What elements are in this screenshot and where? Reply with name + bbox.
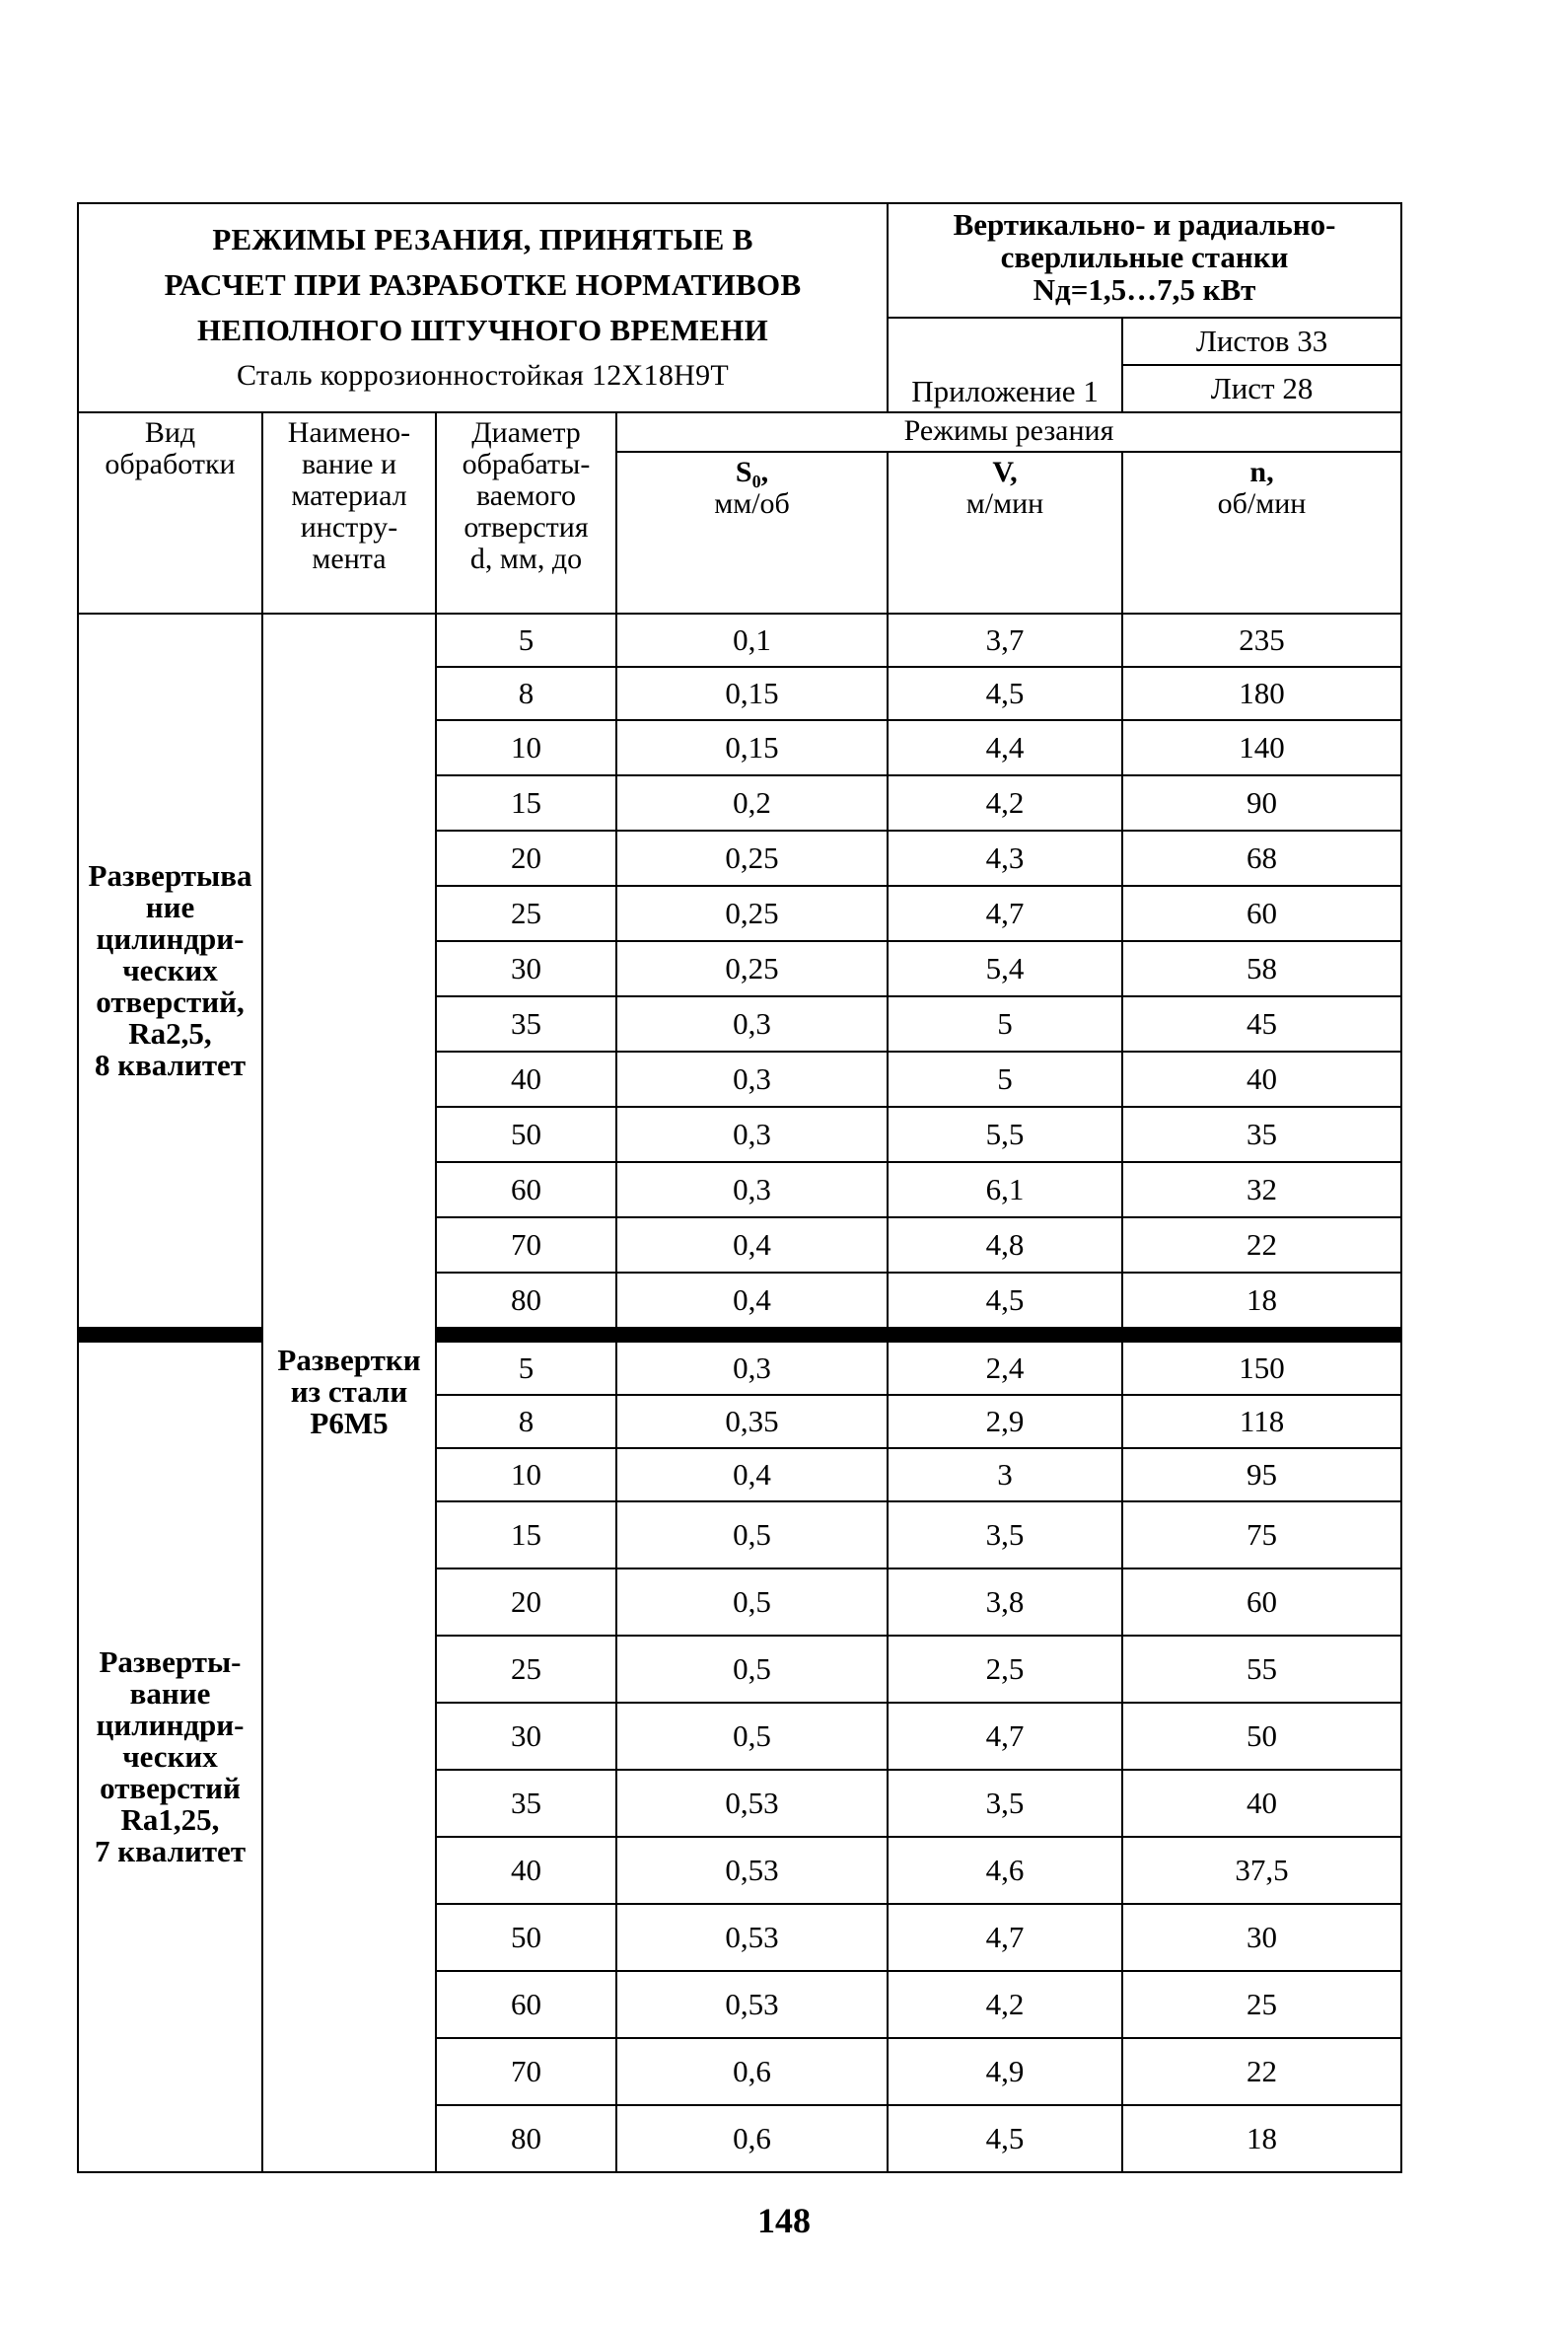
rpm-cell: 75 xyxy=(1122,1501,1401,1568)
rpm-cell: 40 xyxy=(1122,1052,1401,1107)
header-line: мента xyxy=(312,543,387,575)
feed-cell: 0,3 xyxy=(616,1052,888,1107)
speed-cell: 4,7 xyxy=(888,1703,1122,1770)
speed-cell: 3,5 xyxy=(888,1770,1122,1837)
header-line: м/мин xyxy=(965,487,1044,520)
feed-cell: 0,4 xyxy=(616,1448,888,1501)
speed-cell: 3,8 xyxy=(888,1568,1122,1636)
col-cutting-modes: Режимы резания xyxy=(616,412,1401,452)
operation-line: Развертыва xyxy=(88,858,252,893)
speed-cell: 5,5 xyxy=(888,1107,1122,1162)
feed-cell: 0,53 xyxy=(616,1837,888,1904)
diameter-cell: 25 xyxy=(436,1636,616,1703)
rpm-cell: 140 xyxy=(1122,720,1401,775)
diameter-cell: 35 xyxy=(436,996,616,1052)
operation-line: отверстий xyxy=(100,1771,241,1805)
diameter-cell: 40 xyxy=(436,1052,616,1107)
header-line: вание и xyxy=(301,448,397,480)
speed-cell: 4,7 xyxy=(888,886,1122,941)
rpm-cell: 55 xyxy=(1122,1636,1401,1703)
feed-cell: 0,53 xyxy=(616,1971,888,2038)
operation-line: Ra2,5, xyxy=(128,1016,212,1051)
rpm-cell: 60 xyxy=(1122,886,1401,941)
feed-cell: 0,25 xyxy=(616,886,888,941)
diameter-cell: 70 xyxy=(436,2038,616,2105)
header-line: об/мин xyxy=(1217,487,1307,520)
speed-cell: 4,9 xyxy=(888,2038,1122,2105)
diameter-cell: 10 xyxy=(436,720,616,775)
rpm-cell: 50 xyxy=(1122,1703,1401,1770)
col-diameter xyxy=(436,412,616,614)
tool-cell xyxy=(262,614,436,2172)
col-operation xyxy=(78,412,262,614)
speed-cell: 2,4 xyxy=(888,1342,1122,1395)
header-line: Диаметр xyxy=(471,416,581,449)
rpm-cell: 90 xyxy=(1122,775,1401,831)
rpm-cell: 18 xyxy=(1122,1273,1401,1328)
operation-line: цилиндри- xyxy=(96,1708,245,1742)
feed-cell: 0,5 xyxy=(616,1501,888,1568)
separator-cell xyxy=(616,1328,1401,1342)
feed-cell: 0,4 xyxy=(616,1273,888,1328)
col-feed xyxy=(616,452,888,614)
diameter-cell: 40 xyxy=(436,1837,616,1904)
speed-cell: 4,8 xyxy=(888,1217,1122,1273)
diameter-cell: 70 xyxy=(436,1217,616,1273)
speed-cell: 3,7 xyxy=(888,614,1122,667)
operation-line: ние xyxy=(145,890,195,924)
diameter-cell: 15 xyxy=(436,1501,616,1568)
header-line: d, мм, до xyxy=(469,543,583,575)
page-number: 148 xyxy=(757,2201,811,2240)
speed-cell: 2,5 xyxy=(888,1636,1122,1703)
diameter-cell: 60 xyxy=(436,1162,616,1217)
rpm-cell: 37,5 xyxy=(1122,1837,1401,1904)
rpm-cell: 60 xyxy=(1122,1568,1401,1636)
rpm-cell: 30 xyxy=(1122,1904,1401,1971)
tool-name xyxy=(263,1345,435,1439)
feed-cell: 0,3 xyxy=(616,1342,888,1395)
rpm-cell: 68 xyxy=(1122,831,1401,886)
feed-cell: 0,35 xyxy=(616,1395,888,1448)
operation-line: Ra1,25, xyxy=(120,1802,220,1837)
operation-line: вание xyxy=(129,1676,211,1711)
feed-cell: 0,5 xyxy=(616,1568,888,1636)
header-line: мм/об xyxy=(714,487,790,520)
operation-line: ческих xyxy=(122,953,218,987)
diameter-cell: 30 xyxy=(436,1703,616,1770)
header-line: обрабаты- xyxy=(462,448,591,480)
rpm-cell: 118 xyxy=(1122,1395,1401,1448)
diameter-cell: 20 xyxy=(436,831,616,886)
diameter-cell: 80 xyxy=(436,1273,616,1328)
feed-cell: 0,3 xyxy=(616,1162,888,1217)
feed-cell: 0,25 xyxy=(616,941,888,996)
diameter-cell: 30 xyxy=(436,941,616,996)
diameter-cell: 5 xyxy=(436,614,616,667)
feed-cell: 0,25 xyxy=(616,831,888,886)
operation-line: 8 квалитет xyxy=(94,1048,247,1082)
diameter-cell: 60 xyxy=(436,1971,616,2038)
diameter-cell: 25 xyxy=(436,886,616,941)
header-line: отверстия xyxy=(463,511,589,544)
separator-cell xyxy=(436,1328,616,1342)
diameter-cell: 50 xyxy=(436,1904,616,1971)
operation-cell xyxy=(78,1342,262,2172)
speed-cell: 4,4 xyxy=(888,720,1122,775)
rpm-cell: 35 xyxy=(1122,1107,1401,1162)
operation-line: цилиндри- xyxy=(96,921,245,956)
separator-cell xyxy=(78,1328,262,1342)
machine-line: сверлильные станки xyxy=(1000,240,1289,274)
speed-cell: 3 xyxy=(888,1448,1122,1501)
speed-cell: 5 xyxy=(888,1052,1122,1107)
operation-line: 7 квалитет xyxy=(94,1834,247,1868)
tool-line: Развертки xyxy=(277,1343,421,1377)
feed-cell: 0,3 xyxy=(616,1107,888,1162)
rpm-cell: 22 xyxy=(1122,1217,1401,1273)
header-line: n, xyxy=(1249,456,1274,488)
speed-cell: 6,1 xyxy=(888,1162,1122,1217)
header-line: Наимено- xyxy=(287,416,411,449)
operation-cell xyxy=(78,614,262,1328)
speed-cell: 4,2 xyxy=(888,1971,1122,2038)
title-line: РАСЧЕТ ПРИ РАЗРАБОТКЕ НОРМАТИВОВ xyxy=(164,267,802,302)
diameter-cell: 80 xyxy=(436,2105,616,2172)
header-line: ваемого xyxy=(476,479,576,512)
diameter-cell: 8 xyxy=(436,667,616,720)
header-line: обработки xyxy=(105,448,236,480)
speed-cell: 5,4 xyxy=(888,941,1122,996)
feed-cell: 0,4 xyxy=(616,1217,888,1273)
diameter-cell: 35 xyxy=(436,1770,616,1837)
feed-cell: 0,1 xyxy=(616,614,888,667)
speed-cell: 4,6 xyxy=(888,1837,1122,1904)
feed-cell: 0,3 xyxy=(616,996,888,1052)
table-row xyxy=(78,614,1401,667)
diameter-cell: 5 xyxy=(436,1342,616,1395)
title-line: НЕПОЛНОГО ШТУЧНОГО ВРЕМЕНИ xyxy=(196,313,769,347)
tool-line: из стали xyxy=(290,1374,408,1409)
material-subtitle: Сталь коррозионностойкая 12Х18Н9Т xyxy=(237,359,730,392)
feed-cell: 0,6 xyxy=(616,2105,888,2172)
sheets-total: Листов 33 xyxy=(1122,318,1401,365)
col-tool xyxy=(262,412,436,614)
speed-cell: 2,9 xyxy=(888,1395,1122,1448)
feed-cell: 0,5 xyxy=(616,1636,888,1703)
rpm-cell: 180 xyxy=(1122,667,1401,720)
feed-cell: 0,2 xyxy=(616,775,888,831)
speed-cell: 4,3 xyxy=(888,831,1122,886)
speed-cell: 4,5 xyxy=(888,667,1122,720)
feed-cell: 0,6 xyxy=(616,2038,888,2105)
rpm-cell: 150 xyxy=(1122,1342,1401,1395)
feed-cell: 0,15 xyxy=(616,720,888,775)
speed-cell: 4,7 xyxy=(888,1904,1122,1971)
rpm-cell: 45 xyxy=(1122,996,1401,1052)
rpm-cell: 95 xyxy=(1122,1448,1401,1501)
speed-cell: 4,5 xyxy=(888,2105,1122,2172)
speed-cell: 4,5 xyxy=(888,1273,1122,1328)
speed-cell: 3,5 xyxy=(888,1501,1122,1568)
operation-line: ческих xyxy=(122,1739,218,1774)
diameter-cell: 50 xyxy=(436,1107,616,1162)
feed-cell: 0,53 xyxy=(616,1904,888,1971)
sheet-number: Лист 28 xyxy=(1122,365,1401,412)
rpm-cell: 58 xyxy=(1122,941,1401,996)
feed-cell: 0,15 xyxy=(616,667,888,720)
header-line: инстру- xyxy=(300,511,398,544)
rpm-cell: 22 xyxy=(1122,2038,1401,2105)
rpm-cell: 25 xyxy=(1122,1971,1401,2038)
title-line: РЕЖИМЫ РЕЗАНИЯ, ПРИНЯТЫЕ В xyxy=(212,222,753,256)
machine-type xyxy=(888,203,1401,318)
header-line: S₀, xyxy=(735,456,769,488)
header-line: материал xyxy=(291,479,407,512)
speed-cell: 5 xyxy=(888,996,1122,1052)
rpm-cell: 32 xyxy=(1122,1162,1401,1217)
diameter-cell: 15 xyxy=(436,775,616,831)
diameter-cell: 20 xyxy=(436,1568,616,1636)
feed-cell: 0,5 xyxy=(616,1703,888,1770)
diameter-cell: 8 xyxy=(436,1395,616,1448)
header-line: V, xyxy=(992,456,1018,488)
machine-power: Nд=1,5…7,5 кВт xyxy=(1033,272,1256,307)
rpm-cell: 18 xyxy=(1122,2105,1401,2172)
col-speed xyxy=(888,452,1122,614)
col-rpm xyxy=(1122,452,1401,614)
rpm-cell: 40 xyxy=(1122,1770,1401,1837)
speed-cell: 4,2 xyxy=(888,775,1122,831)
tool-line: Р6М5 xyxy=(310,1406,389,1440)
appendix-label: Приложение 1 xyxy=(888,318,1122,412)
feed-cell: 0,53 xyxy=(616,1770,888,1837)
rpm-cell: 235 xyxy=(1122,614,1401,667)
machine-line: Вертикально- и радиально- xyxy=(953,207,1336,242)
diameter-cell: 10 xyxy=(436,1448,616,1501)
document-title xyxy=(78,203,888,412)
normative-sheet xyxy=(77,202,1400,2173)
operation-line: отверстий, xyxy=(96,985,245,1019)
header-line: Вид xyxy=(144,416,196,449)
cutting-modes-table xyxy=(77,202,1402,2173)
operation-line: Разверты- xyxy=(99,1644,242,1679)
